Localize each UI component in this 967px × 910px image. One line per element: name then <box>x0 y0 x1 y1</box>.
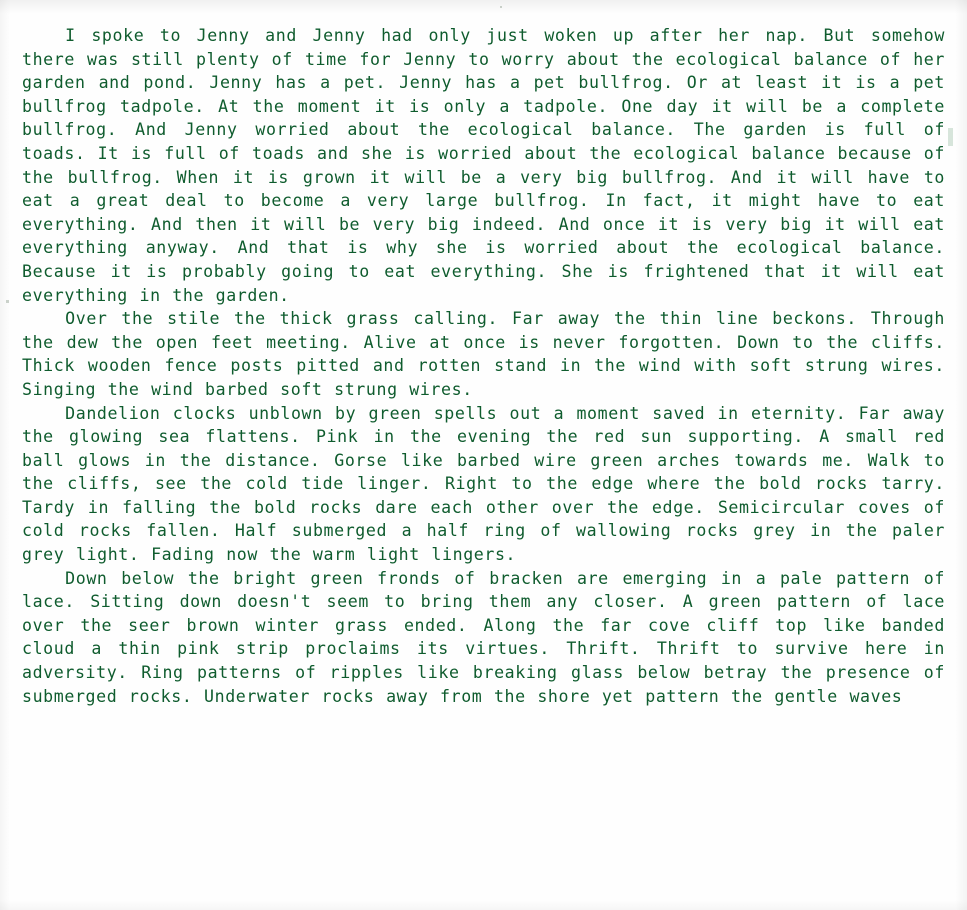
paragraph-3: Dandelion clocks unblown by green spells out a moment saved in eternity. Far away the glowing sea flattens. Pink in the evening the red sun supporting. A small red ball glows in the distance. Gorse like barbed wire green arches towards me. Walk to the cliffs, see the cold tide linger. Right to the edge where the bold rocks tarry. Tardy in falling the bold rocks dare each other over the edge. Semicircular coves of cold rocks fallen. Half submerged a half ring of wallowing rocks grey in the paler grey light. Fading now the warm light lingers. <box>22 403 945 565</box>
paragraph-1: I spoke to Jenny and Jenny had only just woken up after her nap. But somehow there was still plenty of time for Jenny to worry about the ecological balance of her garden and pond. Jenny has a pet. Jenny has a pet bullfrog. Or at least it is a pet bullfrog tadpole. At the moment it is only a tadpole. One day it will be a complete bullfrog. And Jenny worried about the ecological balance. The garden is full of toads. It is full of toads and she is worried about the ecological balance because of the bullfrog. When it is grown it will be a very big bullfrog. And it will have to eat a great deal to become a very large bullfrog. In fact, it might have to eat everything. And then it will be very big indeed. And once it is very big it will eat everything anyway. And that is why she is worried about the ecological balance. Because it is probably going to eat everything. She is frightened that it will eat everything in the garden. <box>22 26 945 305</box>
scan-artifact-speck <box>500 6 502 8</box>
scan-artifact-speck <box>948 128 953 146</box>
page-top-shadow <box>0 0 967 14</box>
document-text-body <box>22 24 945 708</box>
paragraph-2: Over the stile the thick grass calling. Far away the thin line beckons. Through the dew the open feet meeting. Alive at once is never forgotten. Down to the cliffs. Thick wooden fence posts pitted and rotten stand in the wind with soft strung wires. Singing the wind barbed soft strung wires. <box>22 309 945 399</box>
page-bottom-shadow <box>0 900 967 910</box>
scan-artifact-speck <box>6 300 9 303</box>
page-right-shadow <box>955 0 967 910</box>
page-left-shadow <box>0 0 10 910</box>
paragraph-4: Down below the bright green fronds of bracken are emerging in a pale pattern of lace. Sitting down doesn't seem to bring them any closer. A green pattern of lace over the seer brown winter grass ended. Along the far cove cliff top like banded cloud a thin pink strip proclaims its virtues. Thrift. Thrift to survive here in adversity. Ring patterns of ripples like breaking glass below betray the presence of submerged rocks. Underwater rocks away from the shore yet pattern the gentle waves <box>22 568 945 706</box>
